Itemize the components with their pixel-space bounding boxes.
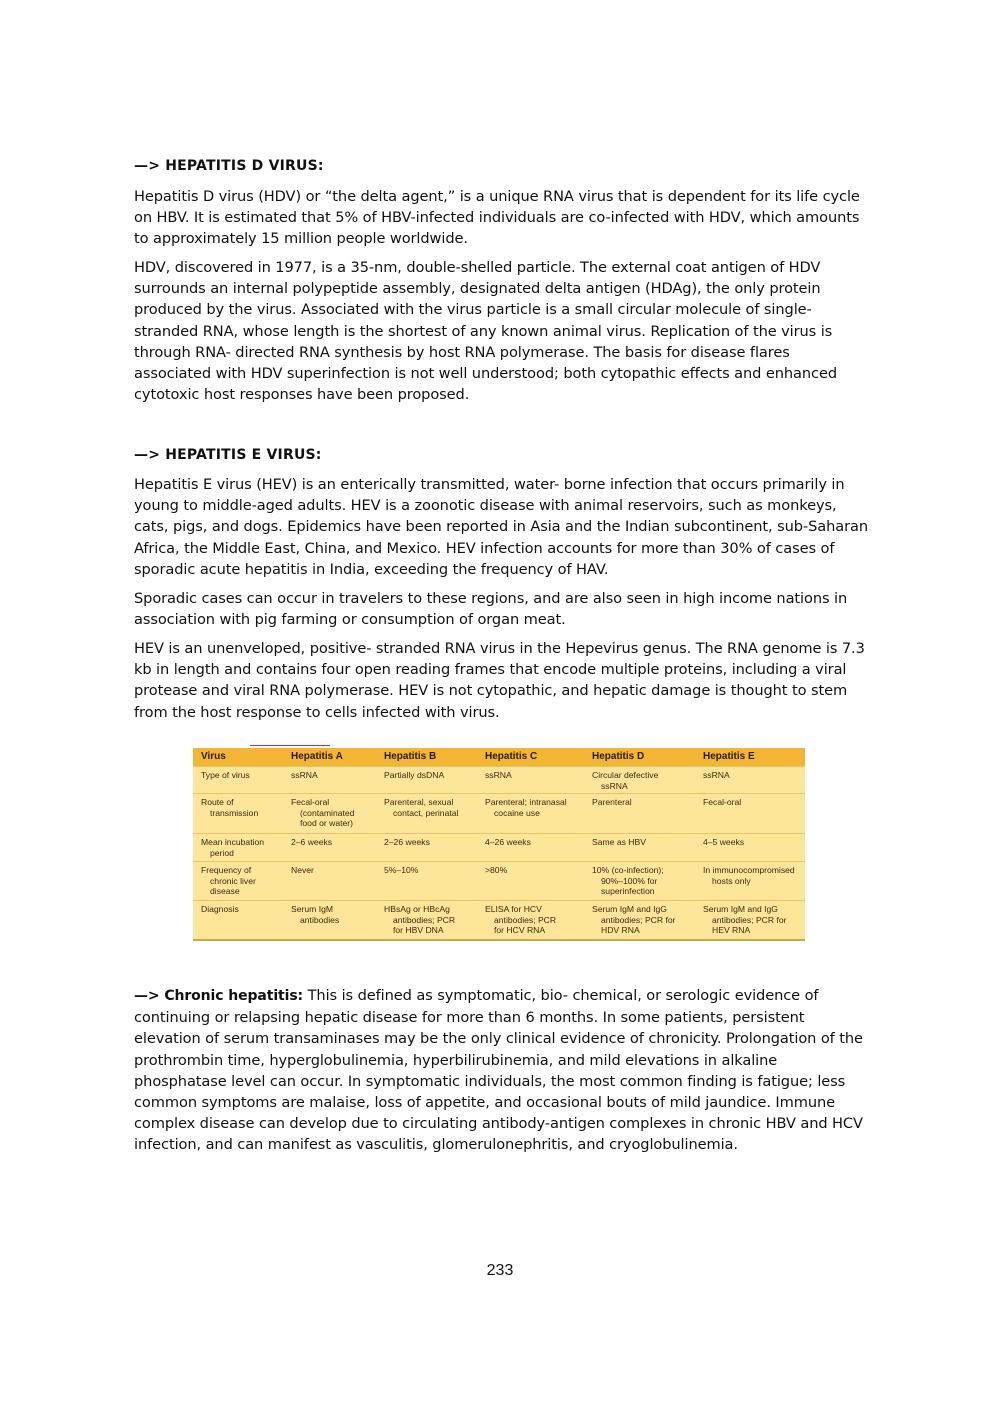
table-cell: Parenteral, sexual contact, perinatal [376, 794, 477, 834]
table-cell: Partially dsDNA [376, 767, 477, 794]
hev-heading: —> HEPATITIS E VIRUS: [134, 447, 322, 463]
decorative-underline [250, 745, 330, 746]
row-label: Frequency of chronic liver disease [193, 862, 283, 901]
table-cell: Fecal-oral (contaminated food or water) [283, 794, 376, 834]
table-cell: HBsAg or HBcAg antibodies; PCR for HBV DNA [376, 901, 477, 940]
hdv-paragraph-2: HDV, discovered in 1977, is a 35-nm, double-shelled particle. The external coat antigen of HDV surrounds an internal polypeptide assembly, designated delta antigen (HDAg), the only protein produced by the virus. Associated with the virus particle is a small circular molecule of single-stranded RNA, whose length is the shortest of any known animal virus. Replication of the virus is through RNA- directed RNA synthesis by host RNA polymerase. The basis for disease flares associated with HDV superinfection is not well understood; both cytopathic effects and enhanced cytotoxic host responses have been proposed. [134, 259, 838, 404]
hev-paragraph-2: Sporadic cases can occur in travelers to these regions, and are also seen in high income nations in association with pig farming or consumption of organ meat. [134, 590, 848, 629]
chronic-text: This is defined as symptomatic, bio- chemical, or serologic evidence of continuing or relapsing hepatic disease for more than 6 months. In some patients, persistent elevation of serum transaminases may be the only clinical evidence of chronicity. Prolongation of the prothrombin time, hyperglobulinemia, hyperbilirubinemia, and mild elevations in alkaline phosphatase level can occur. In symptomatic individuals, the most common finding is fatigue; less common symptoms are malaise, loss of appetite, and occasional bouts of mild jaundice. Immune complex disease can develop due to circulating antibody-antigen complexes in chronic HBV and HCV infection, and can manifest as vasculitis, glomerulonephritis, and cryoglobulinemia. [134, 987, 863, 1154]
hev-paragraph-1: Hepatitis E virus (HEV) is an enterically transmitted, water- borne infection that occurs primarily in young to middle-aged adults. HEV is a zoonotic disease with animal reservoirs, such as monkeys, cats, pigs, and dogs. Epidemics have been reported in Asia and the Indian subcontinent, sub-Saharan Africa, the Middle East, China, and Mexico. HEV infection accounts for more than 30% of cases of sporadic acute hepatitis in India, exceeding the frequency of HAV. [134, 476, 868, 578]
table-cell: Parenteral [584, 794, 695, 834]
table-cell: 4–5 weeks [695, 834, 805, 862]
table-cell: Fecal-oral [695, 794, 805, 834]
table-cell: In immunocompromised hosts only [695, 862, 805, 901]
table-cell: 2–6 weeks [283, 834, 376, 862]
table-cell: Serum IgM and IgG antibodies; PCR for HDV RNA [584, 901, 695, 940]
table-cell: ssRNA [283, 767, 376, 794]
table-cell: Serum IgM and IgG antibodies; PCR for HEV RNA [695, 901, 805, 940]
hdv-paragraph-1: Hepatitis D virus (HDV) or “the delta agent,” is a unique RNA virus that is dependent for its life cycle on HBV. It is estimated that 5% of HBV-infected individuals are co-infected with HDV, which amounts to approximately 15 million people worldwide. [134, 188, 860, 248]
table-cell: ssRNA [695, 767, 805, 794]
chronic-heading: Chronic hepatitis: [164, 988, 304, 1004]
table-row [193, 794, 805, 834]
hev-paragraph-3: HEV is an unenveloped, positive- stranded RNA virus in the Hepevirus genus. The RNA genome is 7.3 kb in length and contains four open reading frames that encode multiple proteins, including a viral protease and viral RNA polymerase. HEV is not cytopathic, and hepatic damage is thought to stem from the host response to cells infected with virus. [134, 640, 865, 721]
table-cell: ELISA for HCV antibodies; PCR for HCV RNA [477, 901, 584, 940]
chronic-arrow: —> [134, 988, 165, 1004]
table-cell: >80% [477, 862, 584, 901]
page-number: 233 [486, 1262, 514, 1279]
table-header-cell: Hepatitis C [477, 748, 584, 767]
row-label: Route of transmission [193, 794, 283, 834]
table-header-cell: Hepatitis B [376, 748, 477, 767]
row-label: Mean incubation period [193, 834, 283, 862]
table-row [193, 862, 805, 901]
table-header-row [193, 748, 805, 767]
table-cell: Parenteral; intranasal cocaine use [477, 794, 584, 834]
table-cell: 2–26 weeks [376, 834, 477, 862]
table-header-cell: Hepatitis D [584, 748, 695, 767]
table-cell: Serum IgM antibodies [283, 901, 376, 940]
hepatitis-comparison-table [193, 748, 805, 941]
chronic-hepatitis-paragraph [134, 985, 870, 1156]
row-label: Diagnosis [193, 901, 283, 940]
table-header-cell: Hepatitis E [695, 748, 805, 767]
table-row [193, 767, 805, 794]
table-header-cell: Virus [193, 748, 283, 767]
table-cell: Circular defective ssRNA [584, 767, 695, 794]
table-header-cell: Hepatitis A [283, 748, 376, 767]
table-cell: 4–26 weeks [477, 834, 584, 862]
hdv-heading: —> HEPATITIS D VIRUS: [134, 158, 324, 174]
row-label: Type of virus [193, 767, 283, 794]
table-row [193, 901, 805, 940]
table-cell: Never [283, 862, 376, 901]
table-row [193, 834, 805, 862]
table-cell: 5%–10% [376, 862, 477, 901]
table-cell: Same as HBV [584, 834, 695, 862]
table-cell: ssRNA [477, 767, 584, 794]
table-cell: 10% (co-infection); 90%–100% for superinfection [584, 862, 695, 901]
